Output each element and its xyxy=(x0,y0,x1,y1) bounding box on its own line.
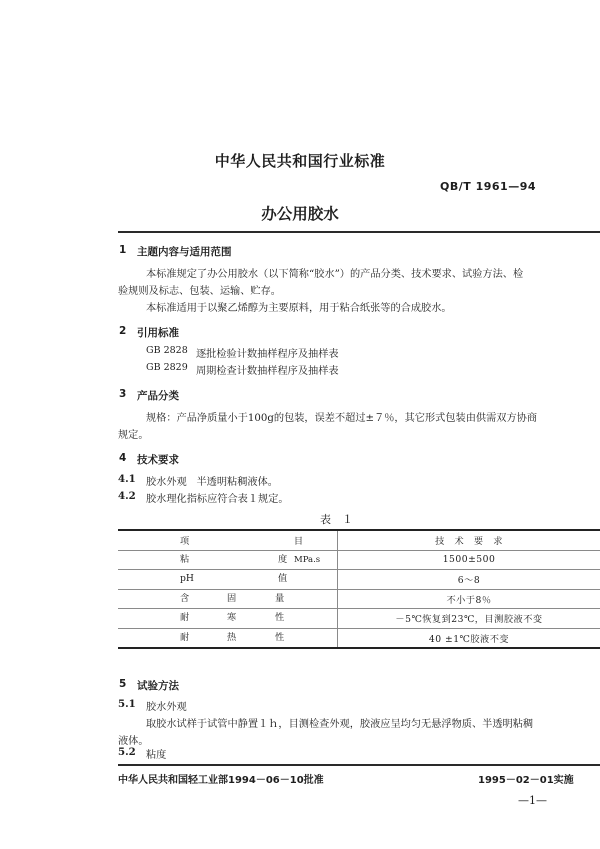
table-row xyxy=(118,570,600,590)
table-1 xyxy=(118,529,600,649)
standard-code: QB/T 1961—94 xyxy=(440,180,537,193)
clause-4-1-text: 胶水外观 半透明粘稠液体。 xyxy=(146,477,278,488)
clause-5-1-title: 胶水外观 xyxy=(146,702,187,713)
row-2-name2: 值 xyxy=(278,573,288,585)
section-2-title: 引用标准 xyxy=(137,327,179,339)
reference-2-code: GB 2829 xyxy=(146,362,188,373)
clause-5-1-line1: 取胶水试样于试管中静置１ｈ，目测检查外观，胶液应呈均匀无悬浮物质、半透明粘稠 xyxy=(146,719,534,730)
row-4-name2: 寒 xyxy=(227,612,237,624)
clause-5-1-line2: 液体。 xyxy=(118,736,149,747)
row-5-name: 耐 xyxy=(180,631,190,643)
section-3-line2: 规定。 xyxy=(118,430,149,441)
header-requirements: 技 术 要 求 xyxy=(338,530,600,550)
clause-5-2-title: 粘度 xyxy=(146,750,167,761)
reference-1-text: 逐批检验计数抽样程序及抽样表 xyxy=(196,349,339,360)
document-title: 办公用胶水 xyxy=(261,205,339,223)
header-rule xyxy=(118,231,600,233)
table-row xyxy=(118,609,600,629)
section-1-para2: 本标准适用于以聚乙烯醇为主要原料，用于粘合纸张等的合成胶水。 xyxy=(146,303,452,314)
header-item-left: 项 xyxy=(180,536,190,548)
row-2-name: pH xyxy=(180,573,194,585)
row-4-name3: 性 xyxy=(275,612,285,624)
clause-4-2-number: 4.2 xyxy=(118,490,136,502)
table-row xyxy=(118,589,600,609)
section-3-number: 3 xyxy=(119,388,127,400)
section-1-para1-line2: 验规则及标志、包装、运输、贮存。 xyxy=(118,286,281,297)
row-2-value: 6～8 xyxy=(338,570,600,590)
row-1-name2: 度 xyxy=(278,553,288,565)
section-2-number: 2 xyxy=(119,325,127,337)
row-1-value: 1500±500 xyxy=(338,550,600,570)
section-1-number: 1 xyxy=(119,244,127,256)
section-4-number: 4 xyxy=(119,452,127,464)
row-5-name3: 性 xyxy=(275,631,285,643)
footer-rule xyxy=(118,764,600,766)
table-1-caption: 表 １ xyxy=(320,513,353,526)
row-4-value: －5℃恢复到23℃，目测胶液不变 xyxy=(338,609,600,629)
row-4-name: 耐 xyxy=(180,612,190,624)
clause-5-1-number: 5.1 xyxy=(118,698,136,710)
header-item-right: 目 xyxy=(293,536,303,548)
section-3-title: 产品分类 xyxy=(137,390,179,402)
row-3-name3: 量 xyxy=(275,592,285,604)
section-1-para1-line1: 本标准规定了办公用胶水（以下简称“胶水”）的产品分类、技术要求、试验方法、检 xyxy=(146,269,524,280)
section-5-title: 试验方法 xyxy=(137,680,179,692)
clause-4-1-number: 4.1 xyxy=(118,473,136,485)
section-5-number: 5 xyxy=(119,678,127,690)
section-3-line1: 规格：产品净质量小于100g的包装，误差不超过±７％，其它形式包装由供需双方协商 xyxy=(146,413,538,424)
page-number: —1— xyxy=(518,794,547,807)
section-1-title: 主题内容与适用范围 xyxy=(137,246,232,258)
table-header-row xyxy=(118,530,600,550)
row-5-name2: 热 xyxy=(227,631,237,643)
section-4-title: 技术要求 xyxy=(137,454,179,466)
table-row xyxy=(118,550,600,570)
row-3-value: 不小于8％ xyxy=(338,589,600,609)
row-1-name: 粘 xyxy=(180,553,190,565)
row-3-name: 含 xyxy=(180,592,190,604)
reference-2-text: 周期检查计数抽样程序及抽样表 xyxy=(196,366,339,377)
effective-date: 1995－02－01实施 xyxy=(478,775,574,786)
org-title: 中华人民共和国行业标准 xyxy=(214,152,386,170)
row-3-name2: 固 xyxy=(227,592,237,604)
table-row xyxy=(118,628,600,648)
row-1-unit: MPa.s xyxy=(294,554,321,565)
reference-1-code: GB 2828 xyxy=(146,345,188,356)
clause-4-2-text: 胶水理化指标应符合表１规定。 xyxy=(146,494,289,505)
row-5-value: 40 ±1℃胶液不变 xyxy=(338,628,600,648)
approval-line: 中华人民共和国轻工业部1994－06－10批准 xyxy=(118,775,324,786)
clause-5-2-number: 5.2 xyxy=(118,746,136,758)
